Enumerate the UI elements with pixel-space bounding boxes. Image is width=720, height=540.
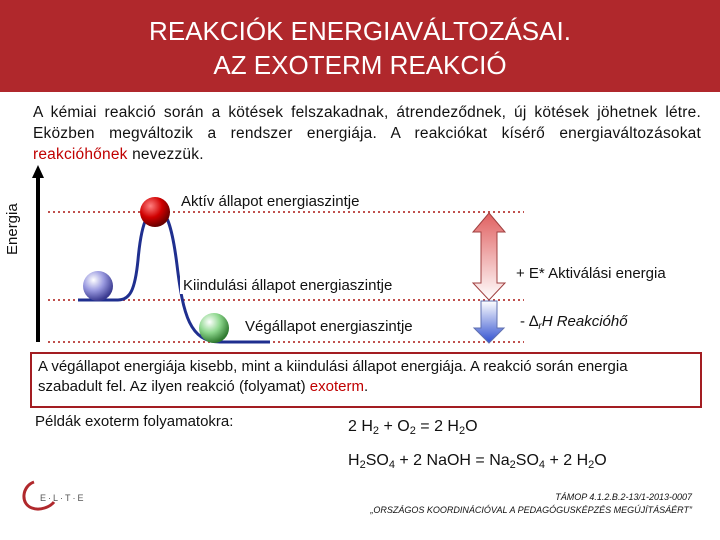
reaction-heat-sub: r [538, 321, 542, 332]
activation-energy-arrow [473, 213, 505, 300]
result-text-after: . [363, 378, 369, 395]
reaction-heat-prefix: - ∆ [520, 313, 539, 330]
result-text-before: A végállapot energiája kisebb, mint a kiindulási állapot energiája. A reakció során energia szabadult fel. Az ilyen reakció (folyamat) [38, 358, 628, 395]
energy-axis-label: Energia [4, 203, 21, 255]
footer-slogan: „ORSZÁGOS KOORDINÁCIÓVAL A PEDAGÓGUSKÉPZÉS MEGÚJÍTÁSÁÉRT” [370, 505, 692, 515]
examples-label: Példák exoterm folyamatokra: [35, 413, 234, 430]
end-state-ball [199, 313, 229, 343]
title-line-2: AZ EXOTERM REAKCIÓ [213, 50, 507, 80]
energy-axis-arrow [32, 165, 44, 342]
end-state-label: Végállapot energiaszintje [242, 318, 416, 335]
intro-text-before: A kémiai reakció során a kötések felszakadnak, átrendeződnek, új kötések jöhetnek létre. Eközben megváltozik a rendszer energiája. A reakciókat kísérő energiaváltozásokat [33, 104, 701, 142]
intro-highlight: reakcióhőnek [33, 146, 128, 163]
start-state-label: Kiindulási állapot energiaszintje [180, 277, 395, 294]
reaction-heat-label [520, 313, 628, 332]
active-state-ball [140, 197, 170, 227]
reaction-heat-arrow [474, 301, 504, 343]
result-box [30, 352, 702, 408]
title-line-1: REAKCIÓK ENERGIAVÁLTOZÁSAI. [149, 16, 571, 46]
active-state-label: Aktív állapot energiaszintje [178, 193, 362, 210]
equation-2: $H_2SO_4 + 2$ NaOH = $Na_2SO_4 + 2$ $H_2O$ [348, 452, 607, 471]
footer-project: TÁMOP 4.1.2.B.2-13/1-2013-0007 [555, 492, 692, 502]
start-state-ball [83, 271, 113, 301]
elte-logo-text: E·L·T·E [40, 493, 86, 503]
result-highlight: exoterm [309, 378, 364, 395]
activation-energy-label: + E* Aktiválási energia [516, 265, 666, 282]
intro-text-after: nevezzük. [127, 146, 204, 163]
equation-1: 2 $H_2 + O_2 = 2$ $H_2O$ [348, 418, 478, 437]
reaction-heat-suffix: H Reakcióhő [541, 313, 628, 330]
